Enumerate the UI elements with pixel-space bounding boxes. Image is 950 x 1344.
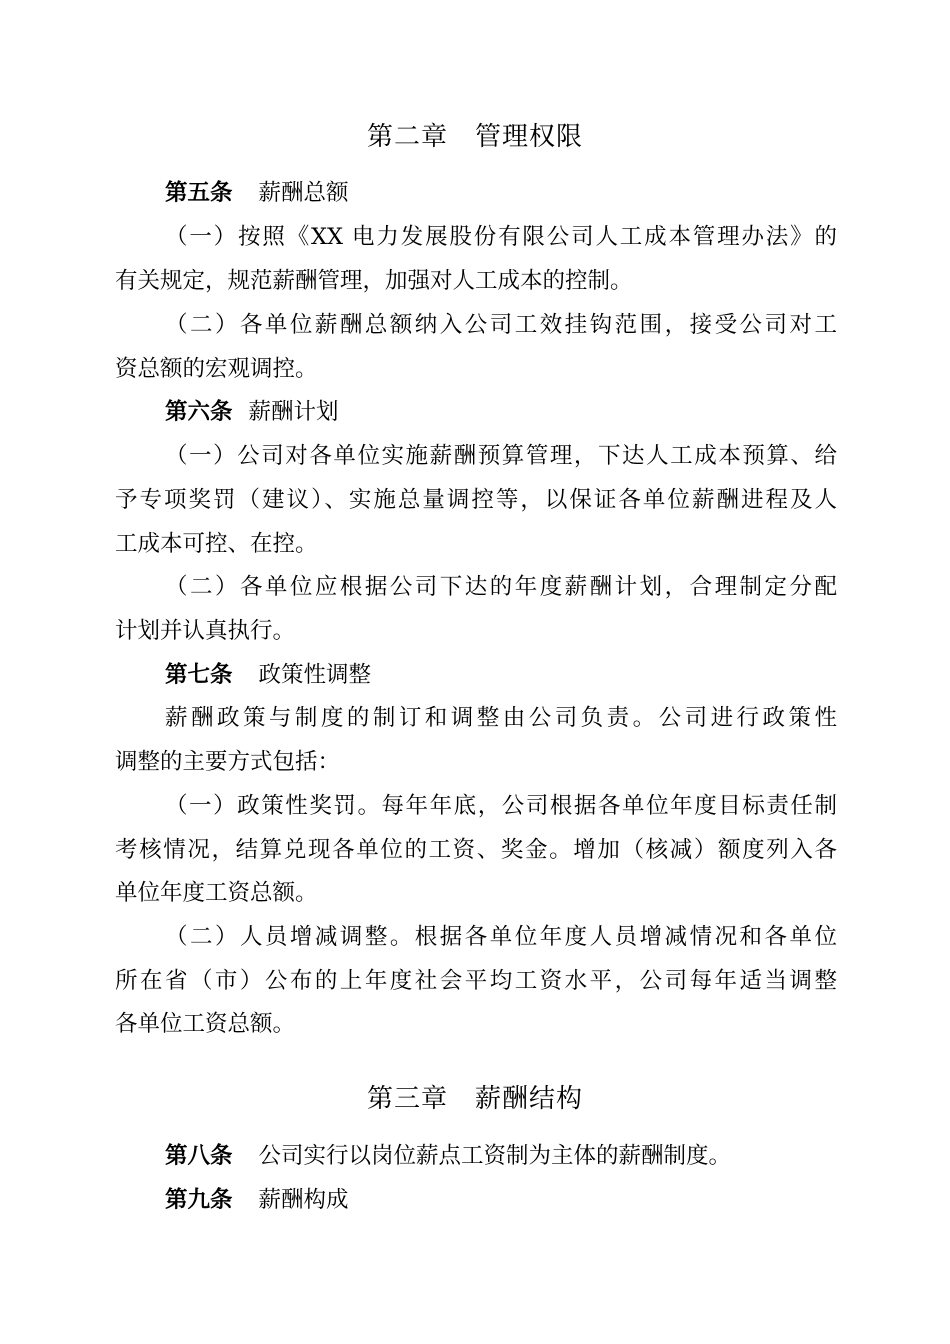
article-6-p2-line1: （二）各单位应根据公司下达的年度薪酬计划，合理制定分配 [165, 574, 837, 600]
article-5-p2-line2: 资总额的宏观调控。 [115, 356, 318, 382]
article-6-heading-line [165, 397, 339, 427]
article-7-p1-line1: （一）政策性奖罚。每年年底，公司根据各单位年度目标责任制 [165, 793, 837, 819]
article-5-p2-line1: （二）各单位薪酬总额纳入公司工效挂钩范围，接受公司对工 [165, 312, 837, 338]
article-7-intro-line2: 调整的主要方式包括： [115, 749, 341, 775]
article-6-p1-line1: （一）公司对各单位实施薪酬预算管理，下达人工成本预算、给 [165, 443, 837, 469]
article-8-number: 第八条 [165, 1143, 233, 1169]
article-7-p2-line3: 各单位工资总额。 [115, 1011, 296, 1037]
article-8-text: 公司实行以岗位薪点工资制为主体的薪酬制度。 [258, 1143, 732, 1169]
chapter-2-title: 第二章 管理权限 [366, 122, 583, 152]
article-5-p1-line1: （一）按照《XX 电力发展股份有限公司人工成本管理办法》的 [165, 224, 837, 250]
article-9-number: 第九条 [165, 1187, 233, 1213]
article-7-title: 政策性调整 [258, 662, 372, 688]
article-7-heading-line [165, 660, 371, 690]
article-7-p1-line2: 考核情况，结算兑现各单位的工资、奖金。增加（核减）额度列入各 [115, 837, 837, 863]
article-7-number: 第七条 [165, 662, 233, 688]
article-5-heading-line [165, 178, 349, 208]
article-7-p2-line1: （二）人员增减调整。根据各单位年度人员增减情况和各单位 [165, 924, 837, 950]
article-7-p2-line2: 所在省（市）公布的上年度社会平均工资水平，公司每年适当调整 [115, 968, 837, 994]
article-5-title: 薪酬总额 [258, 180, 349, 206]
article-5-number: 第五条 [165, 180, 233, 206]
article-6-p1-line2: 予专项奖罚（建议）、实施总量调控等，以保证各单位薪酬进程及人 [115, 487, 837, 513]
article-7-p1-line3: 单位年度工资总额。 [115, 880, 318, 906]
chapter-3-title: 第三章 薪酬结构 [366, 1084, 583, 1114]
article-8-line [165, 1141, 731, 1171]
article-6-p1-line3: 工成本可控、在控。 [115, 531, 318, 557]
article-6-title: 薪酬计划 [248, 399, 339, 425]
article-6-p2-line2: 计划并认真执行。 [115, 618, 296, 644]
article-9-title: 薪酬构成 [258, 1187, 349, 1213]
article-5-p1-line2: 有关规定，规范薪酬管理，加强对人工成本的控制。 [115, 268, 633, 294]
article-6-number: 第六条 [165, 399, 233, 425]
article-7-intro-line1: 薪酬政策与制度的制订和调整由公司负责。公司进行政策性 [165, 705, 837, 731]
article-9-heading-line [165, 1185, 349, 1215]
